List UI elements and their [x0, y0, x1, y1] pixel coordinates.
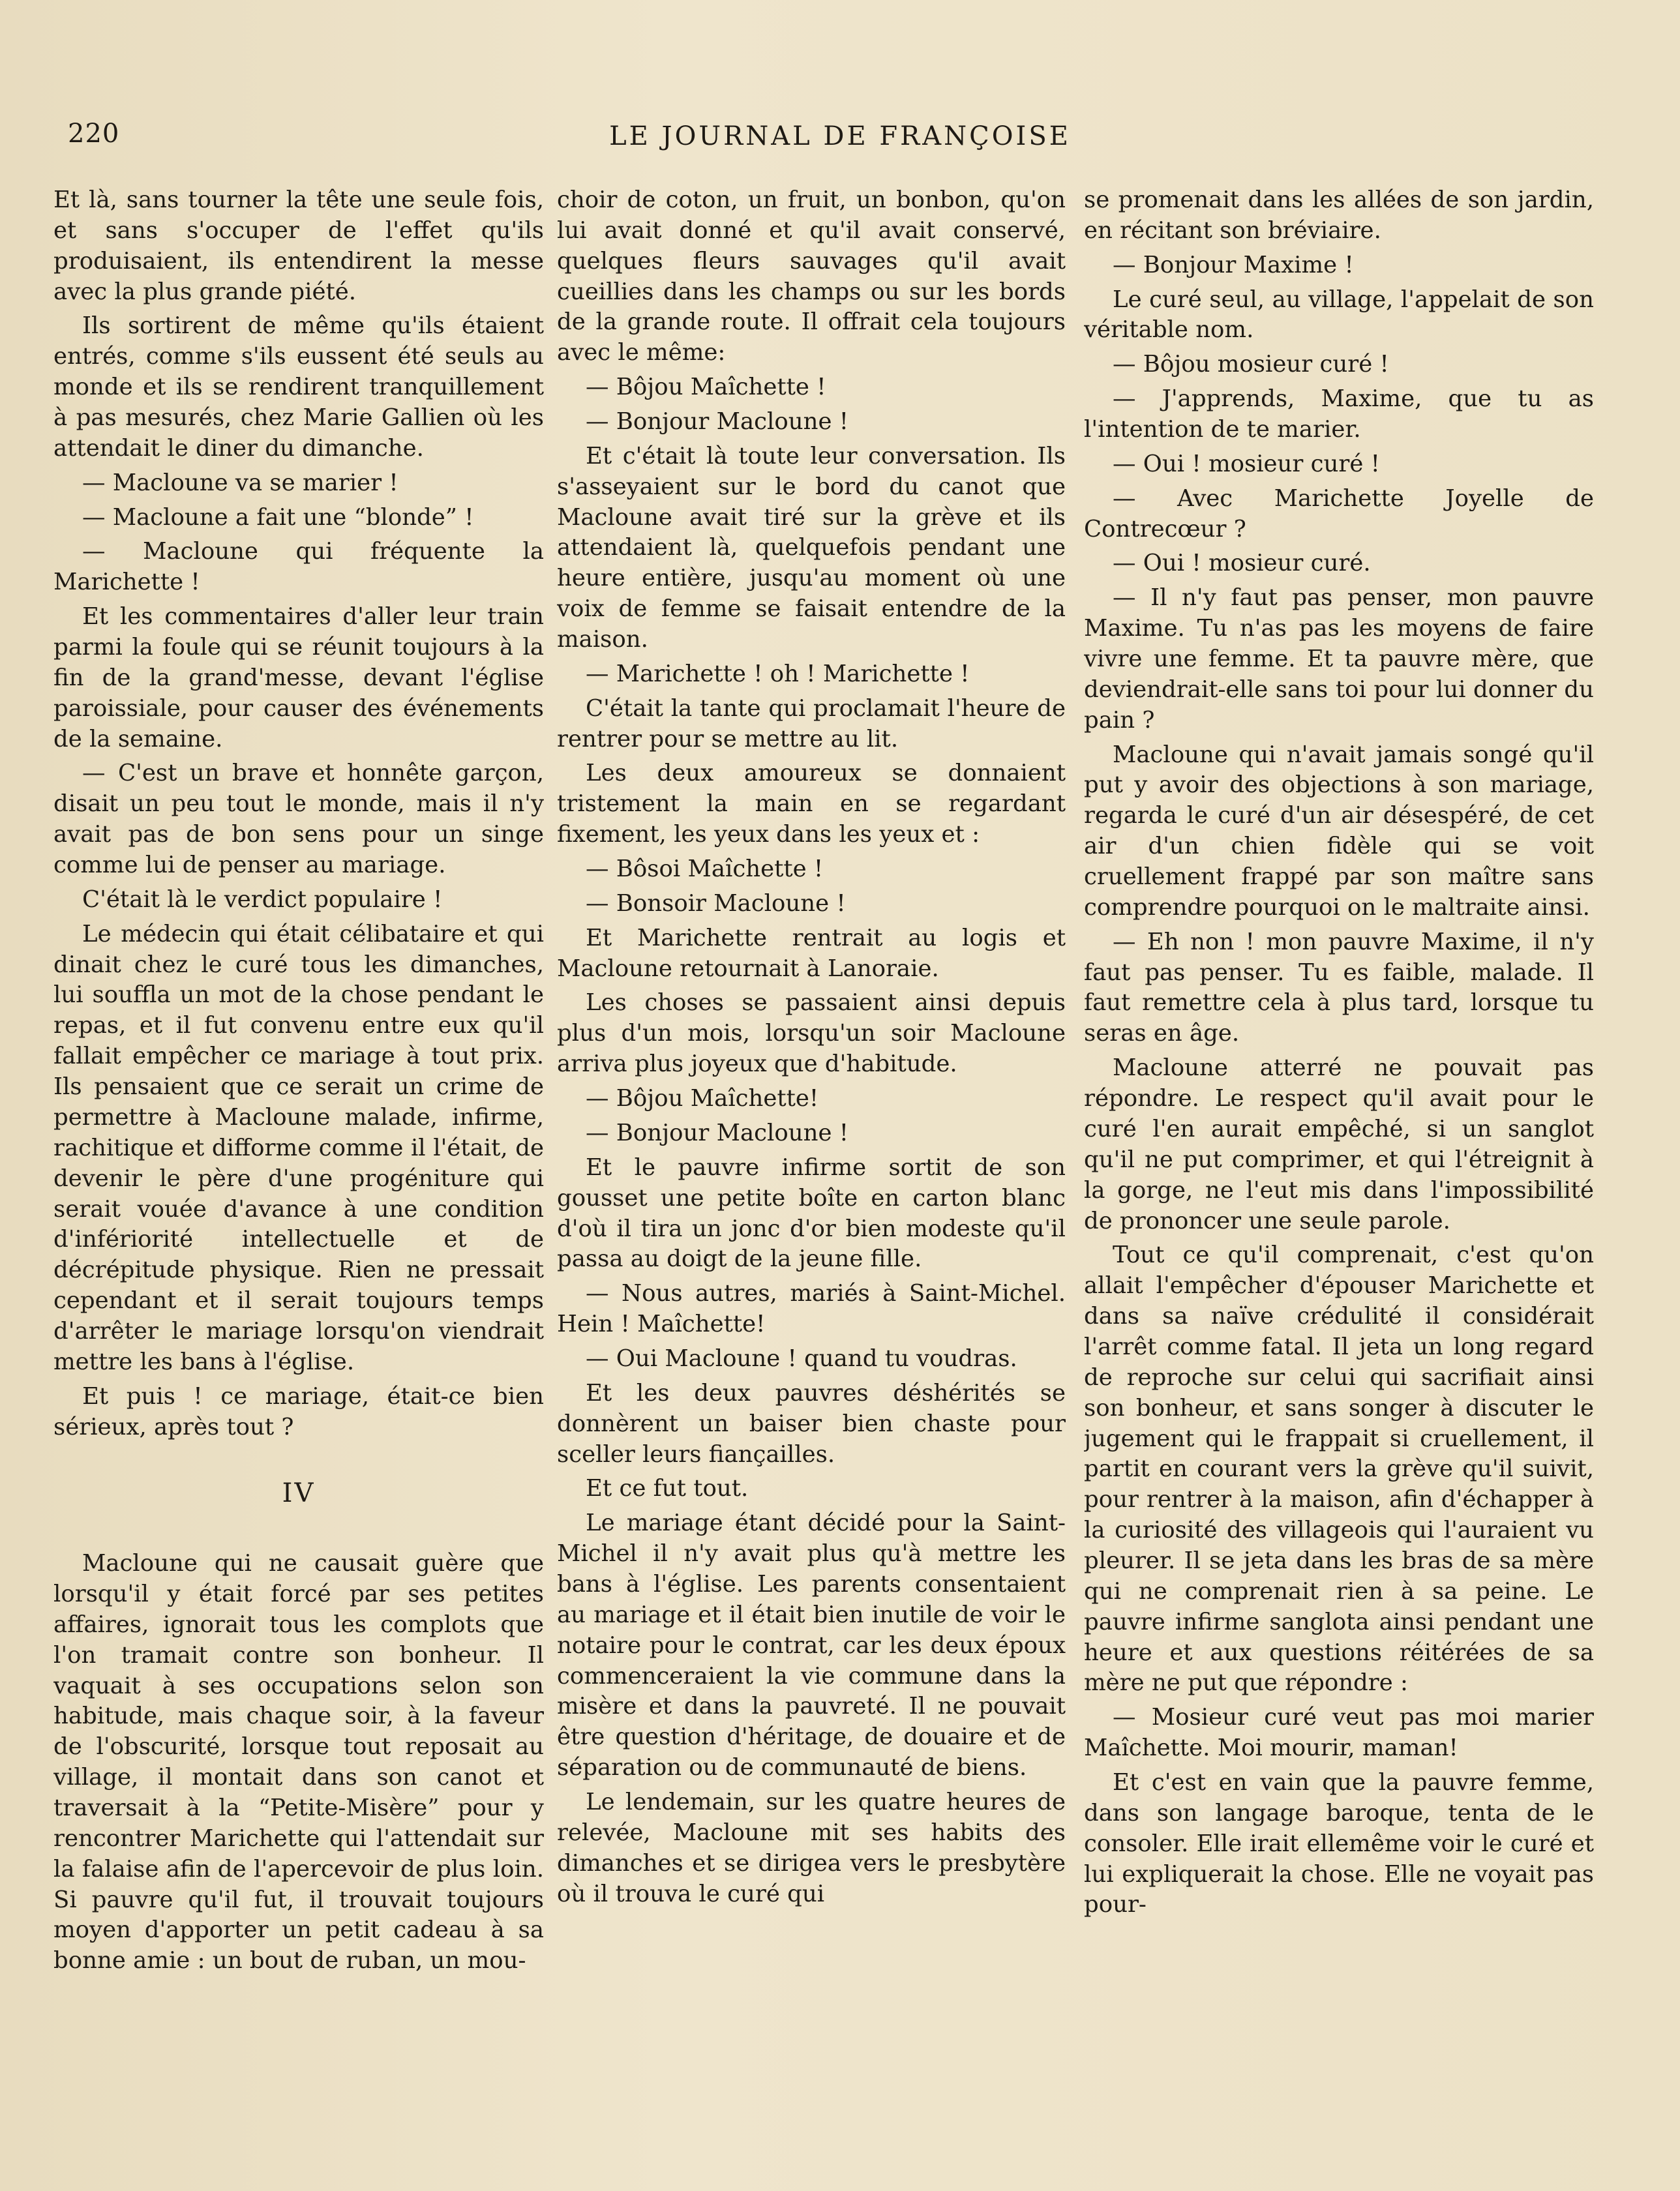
- paragraph: Macloune qui ne causait guère que lorsqu'il y était forcé par ses petites affaires, ignorait tous les complots que l'on tramait contre son bonheur. Il vaquait à ses occupations selon son habitude, mais chaque soir, à la faveur de l'obscurité, lorsque tout reposait au village, il montait dans son canot et traversait à la “Petite-Misère” pour y rencontrer Marichette qui l'attendait sur la falaise afin de l'apercevoir de plus loin. Si pauvre qu'il fut, il trouvait toujours moyen d'apporter un petit cadeau à sa bonne amie : un bout de ruban, un mou-: [53, 1550, 544, 1975]
- section-heading: IV: [282, 1478, 316, 1509]
- text-column-3: [1084, 185, 1594, 2115]
- dialogue-line: — Macloune a fait une “blonde” !: [82, 503, 474, 531]
- dialogue-line: — Bôjou Maîchette !: [586, 374, 826, 401]
- dialogue-line: — Avec Marichette Joyelle de Contrecœur ?: [1084, 484, 1594, 543]
- dialogue-line: — Bonjour Macloune !: [586, 1119, 849, 1146]
- running-title: LE JOURNAL DE FRANÇOISE: [609, 121, 1071, 151]
- dialogue-line: — Oui ! mosieur curé !: [1113, 450, 1380, 477]
- paragraph: Et les deux pauvres déshérités se donnèrent un baiser bien chaste pour sceller leurs fiançailles.: [557, 1379, 1066, 1468]
- paragraph: Macloune atterré ne pouvait pas répondre. Le respect qu'il avait pour le curé l'en aurait empêché, si un sanglot qu'il ne put comprimer, et qui l'étreignit à la gorge, ne l'eut mis dans l'impossibilité de prononcer une seule parole.: [1084, 1054, 1594, 1234]
- paragraph: Macloune qui n'avait jamais songé qu'il put y avoir des objections à son mariage, regarda le curé d'un air désespéré, de cet air d'un chien fidèle qui se voit cruellement frappé par son maître sans comprendre pourquoi on le maltraite ainsi.: [1084, 741, 1594, 921]
- paragraph: Et c'était là toute leur conversation. Ils s'asseyaient sur le bord du canot que Macloune avait tiré sur la grève et ils attendaient là, quelquefois pendant une heure entière, jusqu'au moment où une voix de femme se faisait entendre de la maison.: [557, 442, 1066, 653]
- paragraph: Les deux amoureux se donnaient tristement la main en se regardant fixement, les yeux dans les yeux et :: [557, 760, 1066, 848]
- paragraph: Tout ce qu'il comprenait, c'est qu'on allait l'empêcher d'épouser Marichette et dans sa naïve crédulité il considérait l'arrêt comme fatal. Il jeta un long regard de reproche sur celui qui sacrifiait ainsi son bonheur, et sans songer à discuter le jugement qui le frappait si cruellement, il partit en courant vers la grève qu'il suivit, pour rentrer à la maison, afin d'échapper à la curiosité des villageois qui l'auraient vu pleurer. Il se jeta dans les bras de sa mère qui ne comprenait rien à sa peine. Le pauvre infirme sanglota ainsi pendant une heure et aux questions réitérées de sa mère ne put que répondre :: [1084, 1242, 1594, 1697]
- dialogue-line: — Oui Macloune ! quand tu voudras.: [586, 1345, 1017, 1372]
- dialogue-line: — Bonjour Macloune !: [586, 408, 849, 436]
- dialogue-line: — Bôsoi Maîchette !: [586, 856, 824, 883]
- paragraph: Et Marichette rentrait au logis et Macloune retournait à Lanoraie.: [557, 924, 1066, 982]
- dialogue-line: — J'apprends, Maxime, que tu as l'intention de te marier.: [1084, 385, 1594, 443]
- text-column-2: [557, 185, 1066, 2115]
- dialogue-line: — Bonjour Maxime !: [1113, 251, 1354, 278]
- dialogue-line: — Bôjou Maîchette!: [586, 1085, 819, 1112]
- dialogue-line: — Macloune va se marier !: [82, 469, 398, 496]
- paragraph: C'était la tante qui proclamait l'heure de rentrer pour se mettre au lit.: [557, 694, 1066, 753]
- paragraph: Ils sortirent de même qu'ils étaient entrés, comme s'ils eussent été seuls au monde et ils se rendirent tranquillement à pas mesurés, chez Marie Gallien où les attendait le diner du dimanche.: [53, 312, 544, 462]
- paragraph: Les choses se passaient ainsi depuis plus d'un mois, lorsqu'un soir Macloune arriva plus joyeux que d'habitude.: [557, 989, 1066, 1078]
- paragraph: Le curé seul, au village, l'appelait de son véritable nom.: [1084, 286, 1594, 344]
- paragraph: Le médecin qui était célibataire et qui dinait chez le curé tous les dimanches, lui souffla un mot de la chose pendant le repas, et il fut convenu entre eux qu'il fallait empêcher ce mariage à tout prix. Ils pensaient que ce serait un crime de permettre à Macloune malade, infirme, rachitique et difforme comme il l'était, de devenir le père d'une progéniture qui serait vouée d'avance à une condition d'infériorité intellectuelle et de décrépitude physique. Rien ne pressait cependant et il serait toujours temps d'arrêter le mariage lorsqu'on viendrait mettre les bans à l'église.: [53, 920, 544, 1375]
- paragraph: Le lendemain, sur les quatre heures de relevée, Macloune mit ses habits des dimanches et se dirigea vers le presbytère où il trouva le curé qui: [557, 1788, 1066, 1907]
- paragraph: Et ce fut tout.: [586, 1475, 749, 1502]
- dialogue-line: — Oui ! mosieur curé.: [1113, 550, 1371, 577]
- paragraph: C'était là le verdict populaire !: [82, 886, 443, 913]
- paragraph: Et c'est en vain que la pauvre femme, dans son langage baroque, tenta de le consoler. Elle irait ellemême voir le curé et lui expliquerait la chose. Elle ne voyait pas pour-: [1084, 1768, 1594, 1918]
- paragraph: se promenait dans les allées de son jardin, en récitant son bréviaire.: [1084, 186, 1594, 244]
- dialogue-line: — Eh non ! mon pauvre Maxime, il n'y faut pas penser. Tu es faible, malade. Il faut remettre cela à plus tard, lorsque tu seras en âge.: [1084, 928, 1594, 1047]
- paragraph: Et puis ! ce mariage, était-ce bien sérieux, après tout ?: [53, 1382, 544, 1440]
- dialogue-line: — Marichette ! oh ! Marichette !: [586, 660, 970, 687]
- dialogue-line: — Bonsoir Macloune !: [586, 889, 846, 917]
- dialogue-line: — Macloune qui fréquente la Marichette !: [53, 538, 544, 596]
- dialogue-line: — Il n'y faut pas penser, mon pauvre Maxime. Tu n'as pas les moyens de faire vivre une femme. Et ta pauvre mère, que deviendrait-elle sans toi pour lui donner du pain ?: [1084, 584, 1594, 734]
- text-column-1: [53, 185, 544, 2115]
- paragraph: Et là, sans tourner la tête une seule fois, et sans s'occuper de l'effet qu'ils produisaient, ils entendirent la messe avec la plus grande piété.: [53, 186, 544, 305]
- paragraph: Et les commentaires d'aller leur train parmi la foule qui se réunit toujours à la fin de la grand'messe, devant l'église paroissiale, pour causer des événements de la semaine.: [53, 603, 544, 753]
- dialogue-line: — Nous autres, mariés à Saint-Michel. Hein ! Maîchette!: [557, 1280, 1066, 1338]
- dialogue-line: — Mosieur curé veut pas moi marier Maîchette. Moi mourir, maman!: [1084, 1704, 1594, 1762]
- paragraph: Le mariage étant décidé pour la Saint-Michel il n'y avait plus qu'à mettre les bans à l'église. Les parents consentaient au mariage et il était bien inutile de voir le notaire pour le contrat, car les deux époux commenceraient la vie commune dans la misère et dans la pauvreté. Il ne pouvait être question d'héritage, de douaire et de séparation ou de communauté de biens.: [557, 1510, 1066, 1781]
- page-number: 220: [68, 119, 120, 149]
- paragraph: Et le pauvre infirme sortit de son gousset une petite boîte en carton blanc d'où il tira un jonc d'or bien modeste qu'il passa au doigt de la jeune fille.: [557, 1154, 1066, 1273]
- dialogue-line: — Bôjou mosieur curé !: [1113, 351, 1389, 378]
- paragraph: choir de coton, un fruit, un bonbon, qu'on lui avait donné et qu'il avait conservé, quelques fleurs sauvages qu'il avait cueillies dans les champs ou sur les bords de la grande route. Il offrait cela toujours avec le même:: [557, 186, 1066, 366]
- dialogue-line: — C'est un brave et honnête garçon, disait un peu tout le monde, mais il n'y avait pas de bon sens pour un singe comme lui de penser au mariage.: [53, 760, 544, 879]
